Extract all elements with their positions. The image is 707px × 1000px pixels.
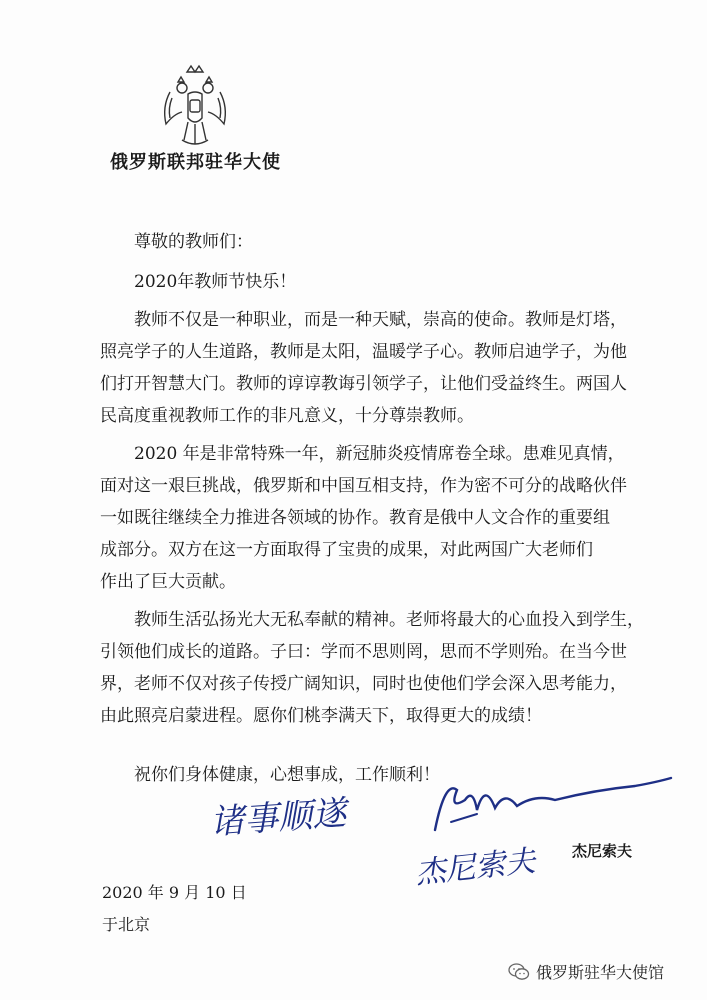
paragraph-line: 界，老师不仅对孩子传授广阔知识，同时也使他们学会深入思考能力， bbox=[100, 674, 627, 694]
handwritten-wish: 诸事顺遂 bbox=[209, 793, 348, 843]
watermark-text: 俄罗斯驻华大使馆 bbox=[536, 963, 665, 982]
salutation: 尊敬的教师们： bbox=[134, 232, 253, 252]
wechat-icon bbox=[508, 962, 530, 982]
paragraph-line: 教师生活弘扬光大无私奉献的精神。老师将最大的心血投入到学生， bbox=[134, 610, 644, 630]
russian-double-headed-eagle-icon bbox=[160, 62, 230, 152]
ambassador-title: 俄罗斯联邦驻华大使 bbox=[110, 152, 281, 173]
paragraph-3 bbox=[100, 604, 672, 732]
paragraph-line: 作出了巨大贡献。 bbox=[100, 572, 236, 592]
paragraph-1 bbox=[100, 304, 672, 432]
paragraph-line: 照亮学子的人生道路，教师是太阳，温暖学子心。教师启迪学子，为他 bbox=[100, 342, 627, 362]
wechat-watermark bbox=[508, 960, 664, 983]
letter-place: 于北京 bbox=[102, 915, 151, 934]
letter-body bbox=[100, 226, 672, 732]
paragraph-line: 们打开智慧大门。教师的谆谆教诲引领学子，让他们受益终生。两国人 bbox=[100, 374, 627, 394]
paragraph-line: 教师不仅是一种职业，而是一种天赋，崇高的使命。教师是灯塔， bbox=[134, 310, 627, 330]
paragraph-line: 面对这一艰巨挑战，俄罗斯和中国互相支持，作为密不可分的战略伙伴 bbox=[100, 476, 627, 496]
paragraph-line: 引领他们成长的道路。子曰：学而不思则罔，思而不学则殆。在当今世 bbox=[100, 642, 627, 662]
paragraph-line: 民高度重视教师工作的非凡意义，十分尊崇教师。 bbox=[100, 406, 474, 426]
paragraph-line: 成部分。双方在这一方面取得了宝贵的成果，对此两国广大老师们 bbox=[100, 540, 593, 560]
signer-name: 杰尼索夫 bbox=[572, 842, 633, 860]
closing-wish: 祝你们身体健康，心想事成，工作顺利！ bbox=[134, 765, 440, 785]
greeting: 2020年教师节快乐！ bbox=[134, 272, 297, 292]
paragraph-line: 2020 年是非常特殊一年，新冠肺炎疫情席卷全球。患难见真情， bbox=[134, 444, 625, 464]
paragraph-2 bbox=[100, 438, 672, 598]
handwritten-signature-name: 杰尼索夫 bbox=[413, 843, 537, 892]
paragraph-line: 一如既往继续全力推进各领域的协作。教育是俄中人文合作的重要组 bbox=[100, 508, 610, 528]
paragraph-line: 由此照亮启蒙进程。愿你们桃李满天下，取得更大的成绩！ bbox=[100, 706, 542, 726]
signature-scribble-icon bbox=[425, 770, 675, 840]
letter-date: 2020 年 9 月 10 日 bbox=[102, 883, 247, 902]
